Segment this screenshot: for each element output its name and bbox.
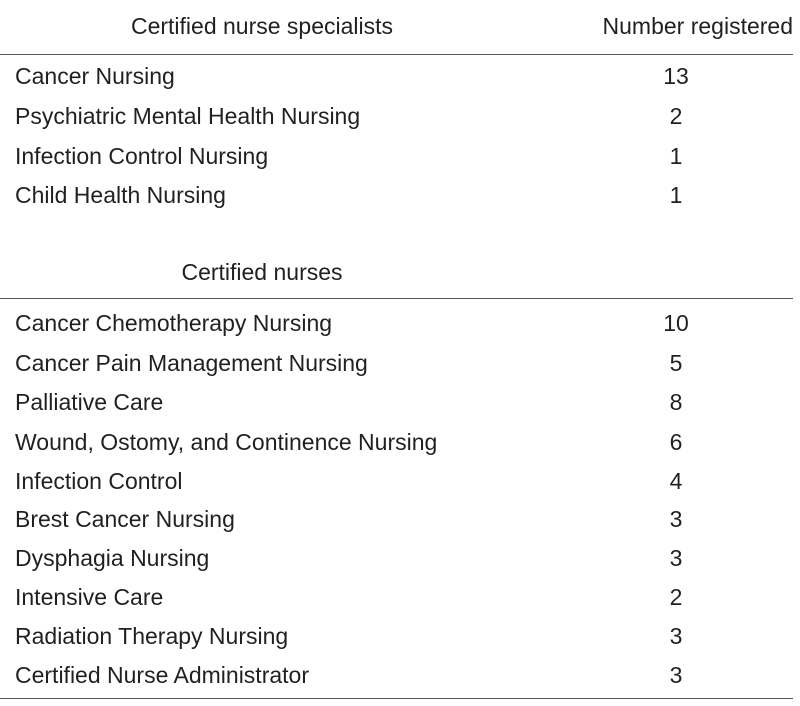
row-label: Wound, Ostomy, and Continence Nursing <box>15 429 438 455</box>
row-value: 10 <box>663 310 689 336</box>
table-row <box>0 387 793 417</box>
row-label: Infection Control <box>15 468 183 494</box>
section-rule <box>0 298 793 299</box>
row-label: Palliative Care <box>15 389 164 415</box>
row-value: 2 <box>669 103 683 129</box>
header-rule <box>0 54 793 55</box>
row-label: Radiation Therapy Nursing <box>15 623 289 649</box>
table-row <box>0 61 793 91</box>
table-row <box>0 466 793 496</box>
row-value: 3 <box>669 623 683 649</box>
table-row <box>0 582 793 612</box>
row-value: 8 <box>669 389 683 415</box>
row-label: Psychiatric Mental Health Nursing <box>15 103 361 129</box>
row-value: 5 <box>669 350 683 376</box>
table-row <box>0 180 793 210</box>
table-row <box>0 348 793 378</box>
table-row <box>0 660 793 690</box>
row-value: 13 <box>663 63 689 89</box>
row-label: Cancer Chemotherapy Nursing <box>15 310 333 336</box>
row-value: 1 <box>669 143 683 169</box>
row-value: 1 <box>669 182 683 208</box>
row-value: 6 <box>669 429 683 455</box>
column-header-number: Number registered <box>602 13 793 39</box>
section-header <box>0 257 793 287</box>
section-title-certified-nurses: Certified nurses <box>181 259 343 285</box>
row-value: 4 <box>669 468 683 494</box>
row-label: Cancer Pain Management Nursing <box>15 350 368 376</box>
row-label: Dysphagia Nursing <box>15 545 210 571</box>
row-label: Certified Nurse Administrator <box>15 662 309 688</box>
table-row <box>0 504 793 534</box>
column-header-specialists: Certified nurse specialists <box>130 13 394 39</box>
table-row <box>0 621 793 651</box>
row-label: Cancer Nursing <box>15 63 175 89</box>
row-value: 3 <box>669 662 683 688</box>
row-label: Intensive Care <box>15 584 164 610</box>
table-header <box>0 11 793 41</box>
table-row <box>0 101 793 131</box>
table-row <box>0 308 793 338</box>
table-row <box>0 427 793 457</box>
row-value: 3 <box>669 506 683 532</box>
row-value: 2 <box>669 584 683 610</box>
bottom-rule <box>0 698 793 699</box>
row-label: Brest Cancer Nursing <box>15 506 235 532</box>
row-value: 3 <box>669 545 683 571</box>
table-row <box>0 543 793 573</box>
table-row <box>0 141 793 171</box>
row-label: Child Health Nursing <box>15 182 226 208</box>
row-label: Infection Control Nursing <box>15 143 269 169</box>
